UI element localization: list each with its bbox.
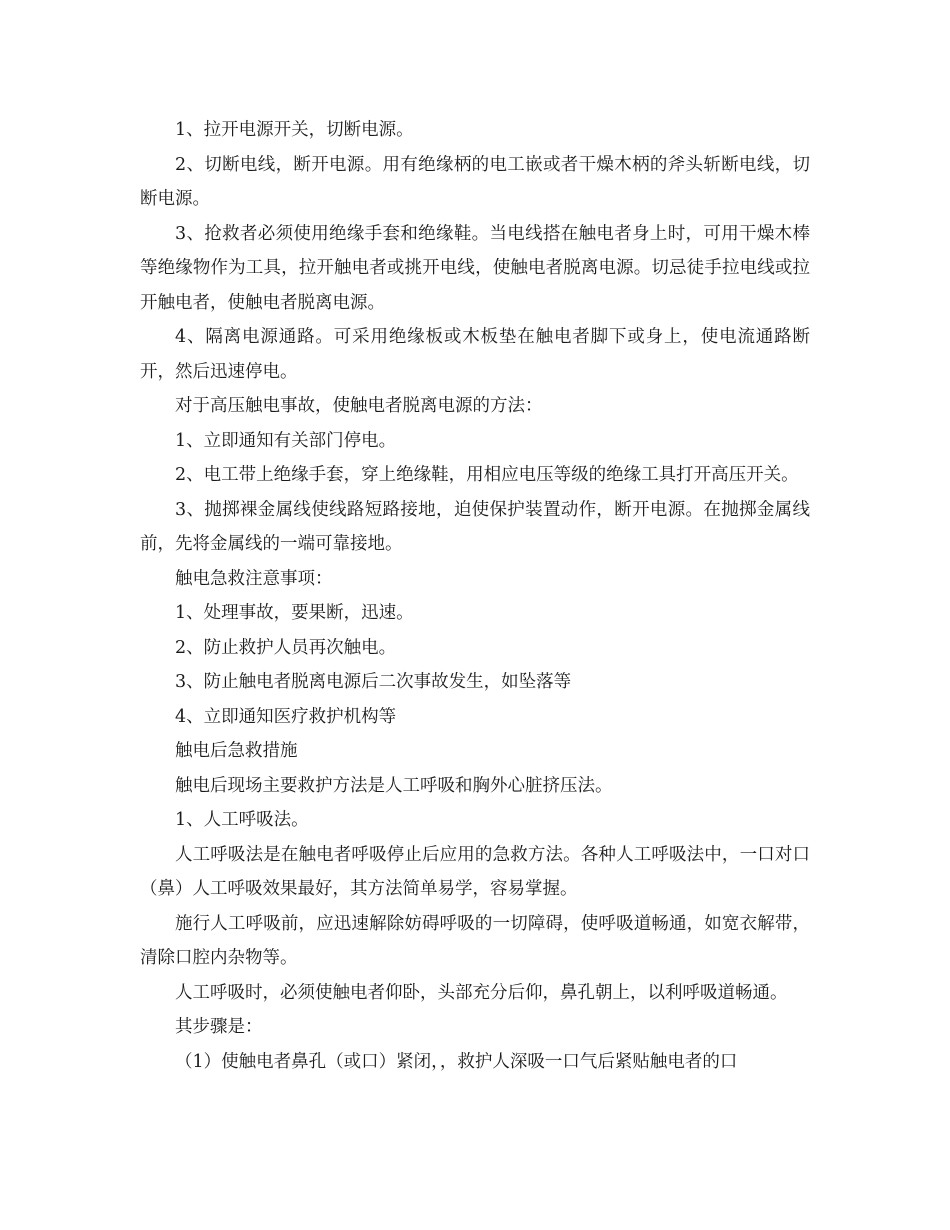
paragraph-13: 4、立即通知医疗救护机构等 (175, 706, 397, 727)
paragraph-14: 触电后急救措施 (175, 741, 298, 761)
paragraph-18: 施行人工呼吸前，应迅速解除妨碍呼吸的一切障碍，使呼吸道畅通，如宽衣解带，清除口腔内杂物等。 (140, 913, 810, 968)
paragraph-17: 人工呼吸法是在触电者呼吸停止后应用的急救方法。各种人工呼吸法中，一口对口（鼻）人工呼吸效果最好，其方法简单易学，容易掌握。 (140, 844, 810, 899)
paragraph-12: 3、防止触电者脱离电源后二次事故发生，如坠落等 (175, 672, 572, 692)
paragraph-16: 1、人工呼吸法。 (175, 810, 309, 830)
paragraph-6: 1、立即通知有关部门停电。 (175, 430, 397, 451)
document-page (140, 113, 810, 1079)
paragraph-5: 对于高压触电事故，使触电者脱离电源的方法： (175, 396, 543, 416)
paragraph-10: 1、处理事故，要果断，迅速。 (175, 603, 414, 623)
paragraph-1: 1、拉开电源开关，切断电源。 (175, 120, 414, 140)
paragraph-21: （1）使触电者鼻孔（或口）紧闭，，救护人深吸一口气后紧贴触电者的口 (175, 1051, 738, 1072)
paragraph-4: 4、隔离电源通路。可采用绝缘板或木板垫在触电者脚下或身上，使电流通路断开，然后迅速停电。 (140, 327, 810, 382)
paragraph-15: 触电后现场主要救护方法是人工呼吸和胸外心脏挤压法。 (175, 775, 613, 796)
paragraph-20: 其步骤是： (175, 1017, 263, 1037)
paragraph-2: 2、切断电线，断开电源。用有绝缘柄的电工嵌或者干燥木柄的斧头斩断电线，切断电源。 (140, 154, 810, 209)
paragraph-19: 人工呼吸时，必须使触电者仰卧，头部充分后仰，鼻孔朝上，以利呼吸道畅通。 (175, 982, 788, 1003)
paragraph-7: 2、电工带上绝缘手套，穿上绝缘鞋，用相应电压等级的绝缘工具打开高压开关。 (175, 465, 799, 485)
paragraph-9: 触电急救注意事项： (175, 568, 333, 589)
paragraph-11: 2、防止救护人员再次触电。 (175, 637, 397, 658)
paragraph-8: 3、抛掷裸金属线使线路短路接地，迫使保护装置动作，断开电源。在抛掷金属线前，先将金属线的一端可靠接地。 (140, 499, 810, 554)
paragraph-3: 3、抢救者必须使用绝缘手套和绝缘鞋。当电线搭在触电者身上时，可用干燥木棒等绝缘物作为工具，拉开触电者或挑开电线，使触电者脱离电源。切忌徒手拉电线或拉开触电者，使触电者脱离电源。 (140, 223, 810, 313)
